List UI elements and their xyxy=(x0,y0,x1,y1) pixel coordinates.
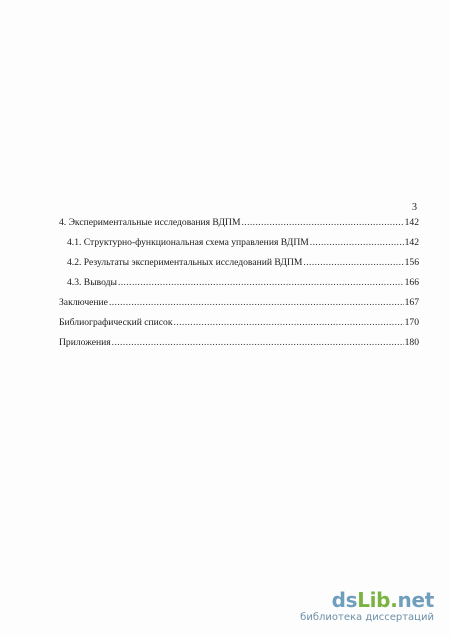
toc-dot-leader xyxy=(109,297,404,309)
toc-dot-leader xyxy=(112,337,404,349)
toc-entry-title: 4.3. Выводы xyxy=(67,277,117,288)
toc-dot-leader xyxy=(118,277,404,289)
dslib-watermark xyxy=(300,589,434,624)
toc-entry-chapter-4 xyxy=(59,217,419,237)
toc-dot-leader xyxy=(303,257,403,269)
toc-entry-title: Приложения xyxy=(59,337,111,348)
toc-entry-page: 167 xyxy=(404,297,419,308)
dslib-logo xyxy=(300,589,434,611)
toc-entry-section-4-1 xyxy=(59,237,419,257)
logo-text-net: net xyxy=(397,588,434,612)
logo-text-ds: ds xyxy=(331,588,358,612)
logo-text-lib: Lib xyxy=(357,588,391,612)
toc-dot-leader xyxy=(310,237,404,249)
toc-entry-page: 142 xyxy=(404,217,419,228)
toc-entry-page: 180 xyxy=(404,337,419,348)
toc-entry-title: 4. Экспериментальные исследования ВДПМ xyxy=(59,217,241,228)
table-of-contents xyxy=(59,217,419,357)
toc-entry-section-4-3 xyxy=(59,277,419,297)
toc-entry-bibliography xyxy=(59,317,419,337)
toc-entry-appendices xyxy=(59,337,419,357)
toc-entry-title: 4.1. Структурно-функциональная схема управления ВДПМ xyxy=(67,237,309,248)
page-number: 3 xyxy=(412,202,417,213)
toc-entry-page: 166 xyxy=(404,277,419,288)
toc-dot-leader xyxy=(241,217,403,229)
toc-entry-title: Библиографический список xyxy=(59,317,173,328)
toc-entry-page: 142 xyxy=(404,237,419,248)
toc-entry-page: 156 xyxy=(404,257,419,268)
toc-entry-conclusion xyxy=(59,297,419,317)
toc-entry-section-4-2 xyxy=(59,257,419,277)
watermark-caption: библиотека диссертаций xyxy=(300,612,434,623)
logo-text-dot: . xyxy=(390,588,398,612)
toc-entry-page: 170 xyxy=(404,317,419,328)
toc-dot-leader xyxy=(174,317,404,329)
toc-entry-title: 4.2. Результаты экспериментальных исследований ВДПМ xyxy=(67,257,303,268)
toc-entry-title: Заключение xyxy=(59,297,108,308)
